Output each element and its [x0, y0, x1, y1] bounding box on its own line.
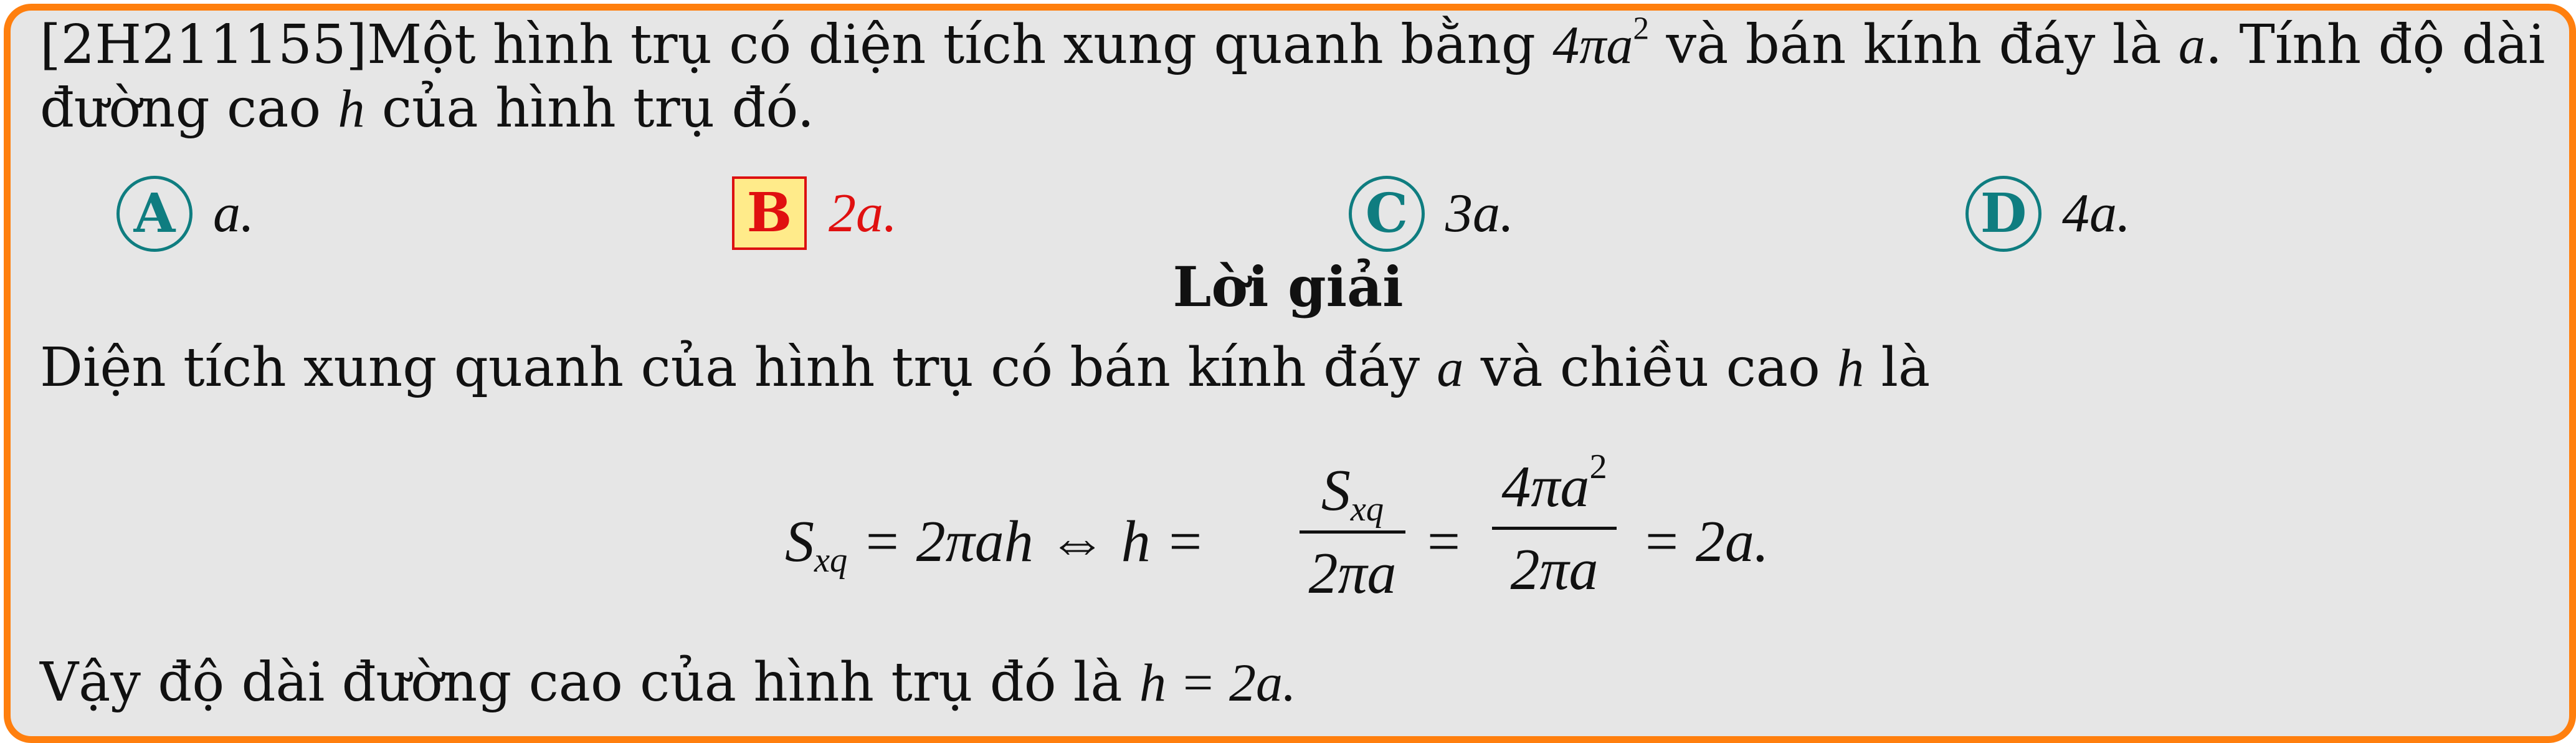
option-d-label[interactable]: D	[1965, 176, 2041, 252]
option-c-value[interactable]: 3a.	[1445, 183, 1514, 244]
formula-lhs: $S_{xq} = 2\pi ah$ ⇔ h =	[785, 509, 1205, 580]
solution-heading: Lời giải	[1172, 254, 1404, 319]
question-id: [2H211155]	[40, 14, 368, 76]
question-line-1: [2H211155]Một hình trụ có diện tích xung quanh bằng $4\pi a^2$ và bán kính đáy là a. Tính độ dài	[40, 11, 2545, 76]
option-a-label[interactable]: A	[116, 176, 192, 252]
option-b-value[interactable]: 2a.	[829, 183, 897, 244]
option-d-value[interactable]: 4a.	[2062, 183, 2131, 244]
formula-fraction-2: $4\pi a^2$ 2πa	[1492, 453, 1617, 603]
option-a-value[interactable]: a.	[213, 183, 254, 244]
option-c-label[interactable]: C	[1349, 176, 1425, 252]
solution-intro: Diện tích xung quanh của hình trụ có bán kính đáy a và chiều cao h là	[40, 337, 1931, 399]
solution-conclusion: Vậy độ dài đường cao của hình trụ đó là h = 2a.	[40, 651, 1296, 714]
formula-fraction-1: $S_{xq}$ 2πa	[1300, 457, 1405, 607]
formula-result: = 2a.	[1642, 509, 1769, 574]
area-value: $4\pi a^2$	[1552, 11, 1650, 75]
question-line-2: đường cao h của hình trụ đó.	[40, 77, 815, 140]
formula-equals-2: =	[1423, 509, 1463, 574]
option-b-label[interactable]: B	[732, 176, 807, 250]
